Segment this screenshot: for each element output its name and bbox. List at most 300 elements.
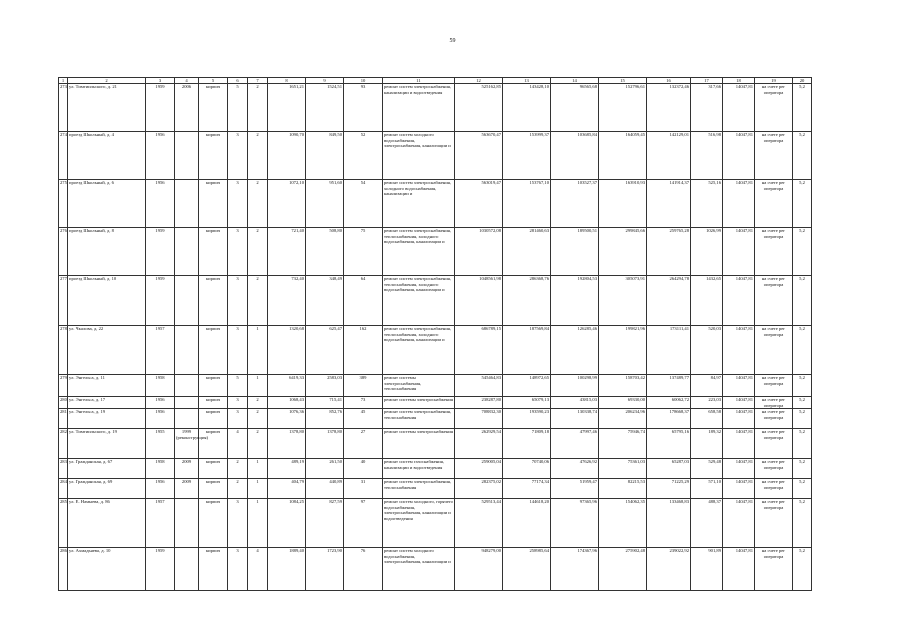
table-row — [59, 276, 812, 326]
table-cell: на счете рег оператора — [755, 397, 793, 409]
page-number: 59 — [449, 38, 456, 44]
table-cell: ремонт системы электроснабжения — [383, 397, 455, 409]
table-cell: 223,03 — [691, 397, 723, 409]
table-row — [59, 84, 812, 132]
table-cell: на счете рег оператора — [755, 276, 793, 326]
table-cell: 1 — [248, 459, 268, 479]
table-cell: 1378,80 — [268, 429, 306, 459]
table-cell: на счете рег оператора — [755, 84, 793, 132]
table-cell: 45 — [344, 409, 383, 429]
table-cell: 162 — [344, 326, 383, 375]
table-cell: ул. Энгельса, д. 11 — [68, 375, 146, 397]
table-cell: 275 — [59, 180, 68, 228]
table-cell: 5,2 — [793, 132, 812, 180]
table-cell: 278 — [59, 326, 68, 375]
table-cell: 3 — [228, 180, 248, 228]
table-cell: 280 — [59, 397, 68, 409]
table-cell: 1 — [248, 375, 268, 397]
column-number: 18 — [723, 78, 755, 84]
table-cell: 1957 — [146, 499, 175, 548]
table-cell: 951,60 — [306, 180, 344, 228]
table-cell: 14047,81 — [723, 132, 755, 180]
table-cell: 3 — [228, 499, 248, 548]
column-number: 13 — [503, 78, 551, 84]
table-cell: ул. Е. Намыева, д. 86 — [68, 499, 146, 548]
table-cell — [175, 499, 199, 548]
table-cell: ремонт систем холодного, горячего водоснабжения, электроснабжения, канализации и водоотведения — [383, 499, 455, 548]
table-cell: 277 — [59, 276, 68, 326]
table-cell: 281460,63 — [503, 228, 551, 276]
column-number: 16 — [647, 78, 691, 84]
table-cell: 71225,29 — [647, 479, 691, 499]
table-cell: ремонт системы электроснабжения, теплоснабжения — [383, 375, 455, 397]
table-cell: 70740,06 — [503, 459, 551, 479]
table-cell: 348,49 — [306, 276, 344, 326]
table-cell: 1090,70 — [268, 132, 306, 180]
table-cell: на счете рег оператора — [755, 459, 793, 479]
column-number: 7 — [248, 78, 268, 84]
table-cell: кирпич — [199, 397, 228, 409]
column-number: 19 — [755, 78, 793, 84]
table-cell — [175, 276, 199, 326]
table-cell: 2 — [248, 429, 268, 459]
table-cell — [175, 397, 199, 409]
table-cell: 178668,37 — [647, 409, 691, 429]
table-cell: 852,76 — [306, 409, 344, 429]
table-cell: 65795,16 — [647, 429, 691, 459]
table-cell: 84,97 — [691, 375, 723, 397]
table-cell: 305073,91 — [599, 276, 647, 326]
table-cell: 1956 — [146, 397, 175, 409]
table-cell: 508,80 — [306, 228, 344, 276]
table-cell: 5,2 — [793, 180, 812, 228]
column-number: 1 — [59, 78, 68, 84]
table-cell: 3 — [228, 276, 248, 326]
table-cell — [175, 548, 199, 591]
table-cell: 1959 — [146, 276, 175, 326]
table-cell: 5,2 — [793, 499, 812, 548]
table-cell: 1723,90 — [306, 548, 344, 591]
table-cell: 299845,66 — [599, 228, 647, 276]
table-cell: 142129,01 — [647, 132, 691, 180]
table-cell: 199821,96 — [599, 326, 647, 375]
table-cell: 1378,80 — [306, 429, 344, 459]
table-cell: 97365,96 — [551, 499, 599, 548]
table-cell: 563019,47 — [455, 180, 503, 228]
table-cell: 14047,81 — [723, 429, 755, 459]
table-cell — [175, 180, 199, 228]
table-cell: 5,2 — [793, 326, 812, 375]
table-cell: 571,10 — [691, 479, 723, 499]
table-cell: 65287,03 — [647, 459, 691, 479]
table-cell: 163910,93 — [599, 180, 647, 228]
table-cell: 1 — [248, 499, 268, 548]
table-cell: 14047,81 — [723, 499, 755, 548]
table-cell: 14047,81 — [723, 84, 755, 132]
table-cell: 258985,64 — [503, 548, 551, 591]
table-row — [59, 132, 812, 180]
table-cell: 239022,92 — [647, 548, 691, 591]
table-cell: 1999 (реконструкция) — [175, 429, 199, 459]
table-cell: 3 — [228, 409, 248, 429]
table-cell — [175, 326, 199, 375]
table-cell: 14047,81 — [723, 479, 755, 499]
table-cell: 2006 — [175, 84, 199, 132]
table-cell: 440,89 — [306, 479, 344, 499]
table-cell: кирпич — [199, 499, 228, 548]
table-cell: 2 — [248, 132, 268, 180]
table-cell: 5 — [228, 375, 248, 397]
table-cell: ремонт систем холодного водоснабжения, электроснабжения, канализации и — [383, 548, 455, 591]
table-cell: 1076,36 — [268, 409, 306, 429]
table-cell: 262929,54 — [455, 429, 503, 459]
table-cell: 141914,37 — [647, 180, 691, 228]
table-row — [59, 459, 812, 479]
table-cell: 1956 — [146, 479, 175, 499]
table-row — [59, 548, 812, 591]
table-cell: 14047,81 — [723, 548, 755, 591]
table-cell: 708832,30 — [455, 409, 503, 429]
table-body — [59, 78, 812, 591]
table-cell: ремонт систем электроснабжения, теплоснабжения, холодного водоснабжения, канализации и — [383, 326, 455, 375]
table-cell: 686789,15 — [455, 326, 503, 375]
table-cell — [175, 375, 199, 397]
table-cell: 27 — [344, 429, 383, 459]
table-cell: кирпич — [199, 228, 228, 276]
column-number: 14 — [551, 78, 599, 84]
table-cell — [175, 132, 199, 180]
column-number: 2 — [68, 78, 146, 84]
table-cell: 54 — [344, 180, 383, 228]
column-number: 6 — [228, 78, 248, 84]
table-cell: 75361,03 — [599, 459, 647, 479]
table-cell: 193590,23 — [503, 409, 551, 429]
table-cell: 5,2 — [793, 84, 812, 132]
table-cell: на счете рег оператора — [755, 180, 793, 228]
table-cell: 96565,68 — [551, 84, 599, 132]
table-cell — [175, 409, 199, 429]
table-cell: 40 — [344, 459, 383, 479]
table-cell: 516,98 — [691, 132, 723, 180]
table-cell: 103527,37 — [551, 180, 599, 228]
table-cell: ремонт систем электроснабжения, теплоснабжения — [383, 409, 455, 429]
column-number: 10 — [344, 78, 383, 84]
table-cell: ремонт систем электроснабжения, теплоснабжения, холодного водоснабжения, канализации и — [383, 228, 455, 276]
table-cell: 284 — [59, 479, 68, 499]
table-cell: 73 — [344, 397, 383, 409]
table-cell: 1084,25 — [268, 499, 306, 548]
table-cell: 47626,92 — [551, 459, 599, 479]
table-cell: 273 — [59, 84, 68, 132]
table-cell: 721,40 — [268, 228, 306, 276]
table-cell: 100298,99 — [551, 375, 599, 397]
table-cell: 4 — [248, 548, 268, 591]
table-cell: 1651,21 — [268, 84, 306, 132]
table-cell: 137489,77 — [647, 375, 691, 397]
table-cell: 3 — [228, 326, 248, 375]
table-cell: 14047,81 — [723, 397, 755, 409]
table-cell: 2 — [228, 479, 248, 499]
table-cell: ул. Тимтиильского, д. 21 — [68, 84, 146, 132]
table-cell: 283 — [59, 459, 68, 479]
table-cell: 3 — [228, 132, 248, 180]
table-cell: 4 — [228, 429, 248, 459]
table-row — [59, 375, 812, 397]
table-cell: 2 — [248, 397, 268, 409]
table-cell: 2 — [228, 459, 248, 479]
table-cell: 1432,65 — [691, 276, 723, 326]
table-row — [59, 180, 812, 228]
table-cell: 5,2 — [793, 429, 812, 459]
table-cell: ул. Гражданская, д. 69 — [68, 479, 146, 499]
table-cell: 715,41 — [306, 397, 344, 409]
table-cell: 5,2 — [793, 375, 812, 397]
table-cell: кирпич — [199, 459, 228, 479]
table-cell: проезд Школьный, д. 10 — [68, 276, 146, 326]
table-cell: 14047,81 — [723, 459, 755, 479]
table-cell: 43815,03 — [551, 397, 599, 409]
table-cell: 1072,10 — [268, 180, 306, 228]
table-cell: кирпич — [199, 429, 228, 459]
table-cell: 71809,18 — [503, 429, 551, 459]
table-cell: на счете рег оператора — [755, 479, 793, 499]
table-cell: 2 — [248, 276, 268, 326]
table-cell: 5,2 — [793, 548, 812, 591]
table-cell: проезд Школьный, д. 6 — [68, 180, 146, 228]
table-cell: на счете рег оператора — [755, 228, 793, 276]
table-cell: ремонт систем холодного водоснабжения, электроснабжения, канализации и — [383, 132, 455, 180]
column-number: 17 — [691, 78, 723, 84]
table-cell: 1959 — [146, 228, 175, 276]
table-cell: 317,66 — [691, 84, 723, 132]
table-cell: 279 — [59, 375, 68, 397]
table-cell: 259005,04 — [455, 459, 503, 479]
table-cell: 529,48 — [691, 459, 723, 479]
table-cell: 5,2 — [793, 397, 812, 409]
table-cell: 658,58 — [691, 409, 723, 429]
table-cell: ремонт систем газоснабжения, канализации и водоотведения — [383, 459, 455, 479]
table-cell: 5,2 — [793, 409, 812, 429]
table-cell: 529513,44 — [455, 499, 503, 548]
table-cell: 65079,13 — [503, 397, 551, 409]
table-cell: 281 — [59, 409, 68, 429]
table-cell: 1955 — [146, 429, 175, 459]
table-cell: 5,2 — [793, 459, 812, 479]
table-cell: 525,16 — [691, 180, 723, 228]
table-cell: 282 — [59, 429, 68, 459]
table-cell: 520,03 — [691, 326, 723, 375]
table-cell: 1956 — [146, 180, 175, 228]
column-number: 3 — [146, 78, 175, 84]
table-cell: 14047,81 — [723, 375, 755, 397]
table-cell: 1959 — [146, 548, 175, 591]
table-cell: 545464,83 — [455, 375, 503, 397]
table-cell: 192804,53 — [551, 276, 599, 326]
table-cell: 1956 — [146, 132, 175, 180]
table-row — [59, 228, 812, 276]
table-cell: 14047,81 — [723, 326, 755, 375]
table-cell: 158703,42 — [599, 375, 647, 397]
table-cell: 14047,81 — [723, 409, 755, 429]
table-cell: 76 — [344, 548, 383, 591]
table-cell: ул. Энгельса, д. 19 — [68, 409, 146, 429]
table-cell: 901,89 — [691, 548, 723, 591]
table-cell: 69330,00 — [599, 397, 647, 409]
table-cell: на счете рег оператора — [755, 499, 793, 548]
table-cell: 152796,61 — [599, 84, 647, 132]
table-cell: 389 — [344, 375, 383, 397]
table-cell: 274 — [59, 132, 68, 180]
column-number: 12 — [455, 78, 503, 84]
table-cell: 174367,96 — [551, 548, 599, 591]
table-cell: 187569,84 — [503, 326, 551, 375]
table-cell: 488,37 — [691, 499, 723, 548]
table-cell: 82215,53 — [599, 479, 647, 499]
table-cell: 2 — [248, 228, 268, 276]
table-cell: проезд Школьный, д. 4 — [68, 132, 146, 180]
table-cell: 1956 — [146, 409, 175, 429]
table-cell: 148972,65 — [503, 375, 551, 397]
table-cell: 259765,28 — [647, 228, 691, 276]
housing-register-table — [58, 77, 812, 591]
column-number: 8 — [268, 78, 306, 84]
table-row — [59, 397, 812, 409]
table-cell: 103685,84 — [551, 132, 599, 180]
table-cell: 5,2 — [793, 276, 812, 326]
table-cell: 189,32 — [691, 429, 723, 459]
column-number: 5 — [199, 78, 228, 84]
table-cell: 164059,45 — [599, 132, 647, 180]
table-cell: 261,50 — [306, 459, 344, 479]
table-cell: 286368,76 — [503, 276, 551, 326]
table-row — [59, 499, 812, 548]
table-cell: 1320,68 — [268, 326, 306, 375]
table-cell: ул. Тимтиильского, д. 19 — [68, 429, 146, 459]
table-cell: кирпич — [199, 180, 228, 228]
table-cell: 2 — [248, 180, 268, 228]
table-cell: 51959,47 — [551, 479, 599, 499]
table-cell: ремонт систем электроснабжения, канализации и водоотведения — [383, 84, 455, 132]
table-cell: 206234,96 — [599, 409, 647, 429]
table-cell: 31 — [344, 479, 383, 499]
table-cell: 1048561,98 — [455, 276, 503, 326]
table-cell: 1524,51 — [306, 84, 344, 132]
table-cell: 1958 — [146, 459, 175, 479]
table-cell: 1959 — [146, 84, 175, 132]
table-cell: 132372,46 — [647, 84, 691, 132]
table-cell: 153999,37 — [503, 132, 551, 180]
table-cell: 948279,00 — [455, 548, 503, 591]
table-cell: на счете рег оператора — [755, 326, 793, 375]
table-row — [59, 429, 812, 459]
table-cell: 75 — [344, 228, 383, 276]
table-cell: кирпич — [199, 479, 228, 499]
table-cell: 1 — [248, 479, 268, 499]
table-cell: 563670,47 — [455, 132, 503, 180]
table-cell: 2 — [248, 84, 268, 132]
table-cell: 238287,80 — [455, 397, 503, 409]
table-cell: 286 — [59, 548, 68, 591]
table-cell: 173111,41 — [647, 326, 691, 375]
table-cell: 404,79 — [268, 479, 306, 499]
table-cell: проезд Школьный, д. 8 — [68, 228, 146, 276]
table-cell: 77174,34 — [503, 479, 551, 499]
table-cell: 93 — [344, 84, 383, 132]
table-cell: 849,50 — [306, 132, 344, 180]
table-cell: на счете рег оператора — [755, 548, 793, 591]
table-cell: на счете рег оператора — [755, 375, 793, 397]
table-cell: на счете рег оператора — [755, 409, 793, 429]
table-cell: 2583,03 — [306, 375, 344, 397]
table-cell: 126285,46 — [551, 326, 599, 375]
table-cell: 1 — [248, 326, 268, 375]
table-cell: 1889,40 — [268, 548, 306, 591]
table-row — [59, 409, 812, 429]
table-cell: 285 — [59, 499, 68, 548]
table-cell: 2009 — [175, 459, 199, 479]
table-cell: 64 — [344, 276, 383, 326]
table-cell: ул. Чкалова, д. 22 — [68, 326, 146, 375]
column-number: 11 — [383, 78, 455, 84]
column-number: 20 — [793, 78, 812, 84]
table-cell: 275902,48 — [599, 548, 647, 591]
table-cell: 5,2 — [793, 228, 812, 276]
table-cell: 60062,72 — [647, 397, 691, 409]
table-cell: кирпич — [199, 132, 228, 180]
table-cell: 189500,51 — [551, 228, 599, 276]
table-cell: 827,59 — [306, 499, 344, 548]
table-cell: 14047,81 — [723, 276, 755, 326]
table-cell: 625,47 — [306, 326, 344, 375]
table-cell: 3 — [228, 548, 248, 591]
table-cell: 264294,78 — [647, 276, 691, 326]
table-cell: 5,2 — [793, 479, 812, 499]
table-cell: 47997,46 — [551, 429, 599, 459]
table-cell: 1957 — [146, 326, 175, 375]
table-cell: 1030572,08 — [455, 228, 503, 276]
table-cell: 2009 — [175, 479, 199, 499]
table-row — [59, 479, 812, 499]
table-cell: ремонт системы электроснабжения — [383, 429, 455, 459]
table-cell: 133468,83 — [647, 499, 691, 548]
table-cell: ремонт систем электроснабжения, теплоснабжения — [383, 479, 455, 499]
column-number: 4 — [175, 78, 199, 84]
table-cell: 75946,74 — [599, 429, 647, 459]
table-cell: 14047,81 — [723, 180, 755, 228]
table-cell: кирпич — [199, 375, 228, 397]
table-cell: 282375,02 — [455, 479, 503, 499]
table-row — [59, 326, 812, 375]
table-cell: ул. Ахмадьяева, д. 10 — [68, 548, 146, 591]
table-cell: 489,19 — [268, 459, 306, 479]
table-cell: 732,40 — [268, 276, 306, 326]
table-cell: 144618,20 — [503, 499, 551, 548]
table-cell: 14047,81 — [723, 228, 755, 276]
table-cell: 3 — [228, 228, 248, 276]
column-number: 9 — [306, 78, 344, 84]
table-cell: 6419,33 — [268, 375, 306, 397]
table-cell: ул. Энгельса, д. 17 — [68, 397, 146, 409]
table-cell: ремонт систем электроснабжения, холодного водоснабжения, канализации и — [383, 180, 455, 228]
table-cell: кирпич — [199, 409, 228, 429]
column-number: 15 — [599, 78, 647, 84]
table-cell: 1026,99 — [691, 228, 723, 276]
table-cell: 276 — [59, 228, 68, 276]
table-cell: 1958 — [146, 375, 175, 397]
table-cell: на счете рег оператора — [755, 132, 793, 180]
table-cell: 97 — [344, 499, 383, 548]
table-cell: 5 — [228, 84, 248, 132]
